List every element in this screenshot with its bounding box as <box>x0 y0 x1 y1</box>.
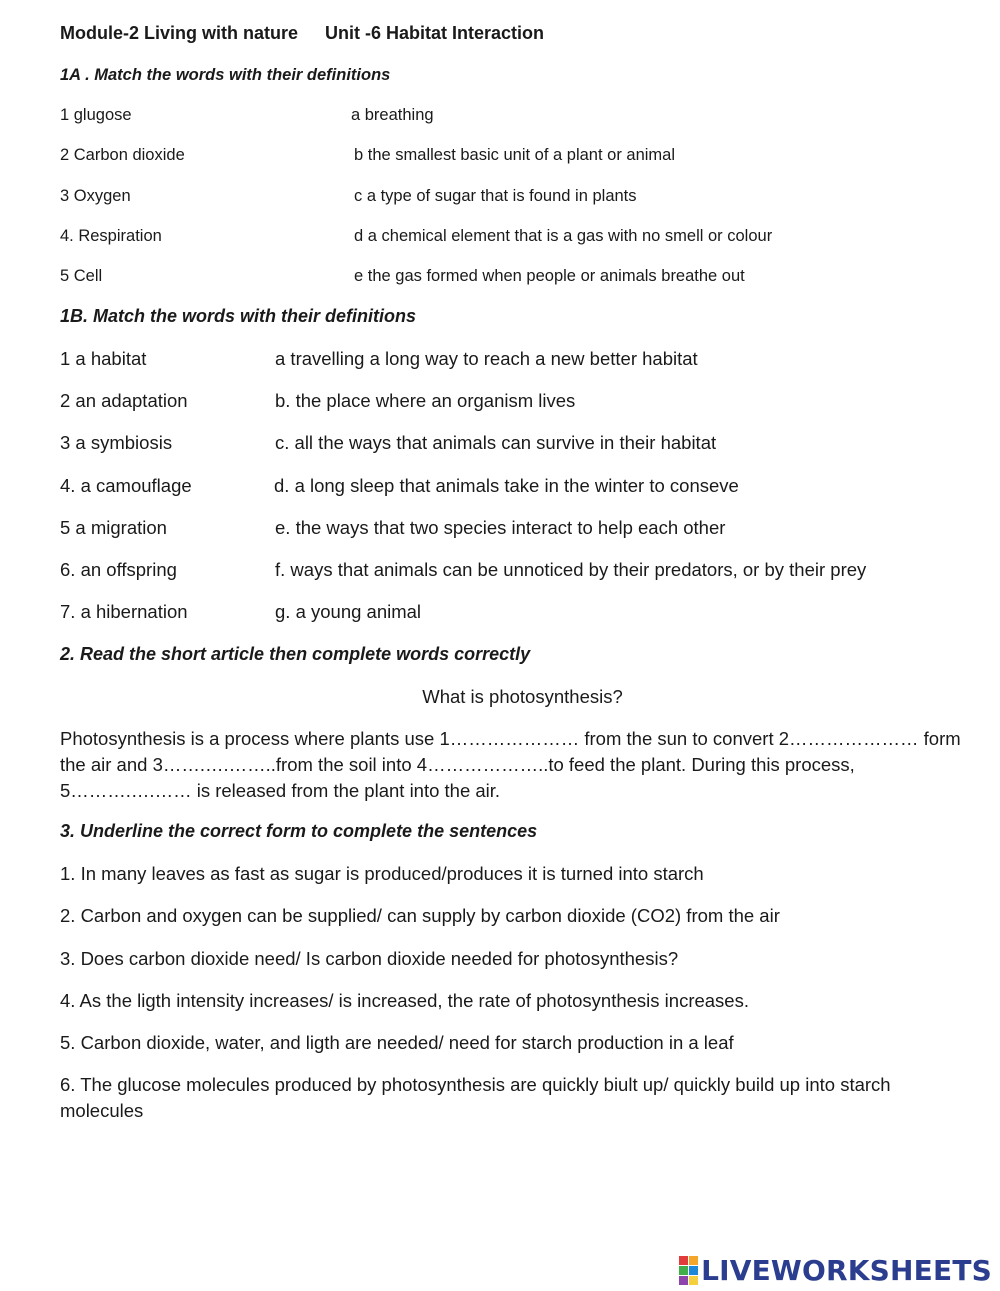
section-1a-definition: a breathing <box>351 106 434 124</box>
section-1a-heading: 1A . Match the words with their definitions <box>60 66 391 84</box>
section-1b-word: 5 a migration <box>60 517 167 538</box>
brand-name: LIVEWORKSHEETS <box>701 1254 992 1287</box>
unit-title: Unit -6 Habitat Interaction <box>325 23 545 43</box>
page-title <box>60 23 544 44</box>
section-1b-definition: c. all the ways that animals can survive in their habitat <box>275 432 717 453</box>
section-1b-definition: e. the ways that two species interact to help each other <box>275 517 726 538</box>
section-1a-definition: e the gas formed when people or animals breathe out <box>354 267 745 285</box>
section-1b-definition: d. a long sleep that animals take in the winter to conseve <box>274 475 739 496</box>
section-1b-word: 6. an offspring <box>60 559 177 580</box>
section-1b-word: 7. a hibernation <box>60 601 188 622</box>
sentence-item: 3. Does carbon dioxide need/ Is carbon dioxide needed for photosynthesis? <box>60 948 679 969</box>
sentence-item: 1. In many leaves as fast as sugar is produced/produces it is turned into starch <box>60 863 704 884</box>
section-1a-definition: b the smallest basic unit of a plant or animal <box>354 146 676 164</box>
sentence-item: 6. The glucose molecules produced by photosynthesis are quickly biult up/ quickly build up into starch molecules <box>60 1074 891 1121</box>
section-1a-definition: c a type of sugar that is found in plants <box>354 187 637 205</box>
logo-mark-icon <box>679 1256 698 1285</box>
section-1b-word: 1 a habitat <box>60 348 147 369</box>
section-1a-definition: d a chemical element that is a gas with no smell or colour <box>354 227 773 245</box>
section-3-heading: 3. Underline the correct form to complete the sentences <box>60 821 538 841</box>
section-1a-word: 1 glugose <box>60 106 132 124</box>
section-1b-definition: f. ways that animals can be unnoticed by their predators, or by their prey <box>275 559 867 580</box>
section-1a-word: 3 Oxygen <box>60 187 131 205</box>
liveworksheets-logo <box>679 1254 992 1287</box>
sentence-item: 2. Carbon and oxygen can be supplied/ can supply by carbon dioxide (CO2) from the air <box>60 905 780 926</box>
section-1a-word: 4. Respiration <box>60 227 162 245</box>
section-1b-word: 4. a camouflage <box>60 475 192 496</box>
section-1b-word: 3 a symbiosis <box>60 432 173 453</box>
section-2-heading: 2. Read the short article then complete words correctly <box>60 644 531 664</box>
article-title: What is photosynthesis? <box>422 686 623 707</box>
article-paragraph: Photosynthesis is a process where plants use 1………………… from the sun to convert 2………………… form the air and 3…….….……..from the soil into 4………………..to feed the plant. During this process, 5……….….…… is released from the plant into the air. <box>60 728 961 801</box>
section-1b-definition: a travelling a long way to reach a new better habitat <box>275 348 698 369</box>
section-1a-word: 5 Cell <box>60 267 103 285</box>
section-1b-heading: 1B. Match the words with their definitions <box>60 306 417 326</box>
module-title: Module-2 Living with nature <box>60 23 298 43</box>
section-1b-definition: g. a young animal <box>275 601 422 622</box>
sentence-item: 4. As the ligth intensity increases/ is increased, the rate of photosynthesis increases. <box>60 990 749 1011</box>
section-1a-word: 2 Carbon dioxide <box>60 146 185 164</box>
section-1b-definition: b. the place where an organism lives <box>275 390 576 411</box>
section-1b-word: 2 an adaptation <box>60 390 188 411</box>
sentence-item: 5. Carbon dioxide, water, and ligth are needed/ need for starch production in a leaf <box>60 1032 734 1053</box>
